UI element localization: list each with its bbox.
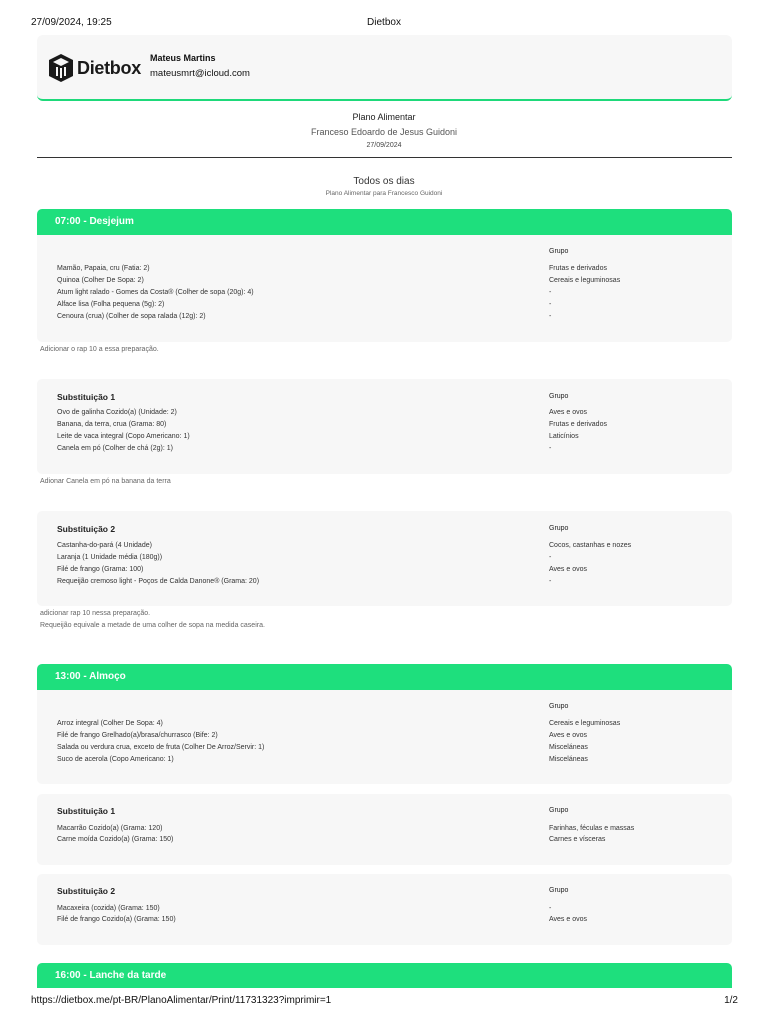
food-group: Farinhas, féculas e massas xyxy=(549,825,635,832)
food-item: Filé de frango Cozido(a) (Grama: 150) xyxy=(57,916,176,923)
profile-card xyxy=(37,35,732,101)
print-datetime: 27/09/2024, 19:25 xyxy=(31,17,112,28)
substitution-note: Adionar Canela em pó na banana da terra xyxy=(40,478,171,485)
food-item: Salada ou verdura crua, exceto de fruta (Colher De Arroz/Servir: 1) xyxy=(57,744,265,751)
substitution-card xyxy=(37,874,732,945)
substitution-title: Substituição 2 xyxy=(57,886,116,896)
food-item: Mamão, Papaia, cru (Fatia: 2) xyxy=(57,265,150,272)
divider xyxy=(37,157,732,158)
dietbox-logo-icon xyxy=(48,53,74,83)
food-item: Banana, da terra, crua (Grama: 80) xyxy=(57,421,167,428)
substitution-title: Substituição 1 xyxy=(57,806,116,816)
meal-header xyxy=(37,963,732,988)
food-item: Quinoa (Colher De Sopa: 2) xyxy=(57,277,144,284)
meal-note: Adicionar o rap 10 a essa preparação. xyxy=(40,346,159,353)
food-group: Aves e ovos xyxy=(549,566,588,573)
food-item: Leite de vaca integral (Copo Americano: 1) xyxy=(57,433,190,440)
food-group: Frutas e derivados xyxy=(549,265,607,272)
food-group: - xyxy=(549,445,552,452)
footer-url: https://dietbox.me/pt-BR/PlanoAlimentar/Print/11731323?imprimir=1 xyxy=(31,995,332,1006)
food-group: Aves e ovos xyxy=(549,916,588,923)
meal-title: 13:00 - Almoço xyxy=(55,671,126,682)
user-name: Mateus Martins xyxy=(150,53,216,63)
plan-date: 27/09/2024 xyxy=(366,142,402,149)
food-item: Arroz integral (Colher De Sopa: 4) xyxy=(57,720,163,727)
group-header: Grupo xyxy=(549,703,569,710)
substitution-card xyxy=(37,511,732,606)
food-item: Filé de frango Grelhado(a)/brasa/churrasco (Bife: 2) xyxy=(57,732,218,739)
group-header: Grupo xyxy=(549,393,569,400)
days-title: Todos os dias xyxy=(353,176,415,187)
days-subtitle: Plano Alimentar para Francesco Guidoni xyxy=(325,190,443,197)
substitution-note: Requeijão equivale a metade de uma colher de sopa na medida caseira. xyxy=(40,622,265,629)
food-group: - xyxy=(549,289,552,296)
meal-header xyxy=(37,664,732,690)
footer-page-number: 1/2 xyxy=(724,995,738,1006)
group-header: Grupo xyxy=(549,248,569,255)
food-item: Atum light ralado - Gomes da Costa® (Colher de sopa (20g): 4) xyxy=(57,289,254,296)
food-group: - xyxy=(549,905,552,912)
food-item: Carne moída Cozido(a) (Grama: 150) xyxy=(57,836,174,843)
plan-patient: Franceso Edoardo de Jesus Guidoni xyxy=(310,127,458,137)
user-email: mateusmrt@icloud.com xyxy=(150,68,250,79)
substitution-card xyxy=(37,794,732,865)
food-group: Carnes e vísceras xyxy=(549,836,606,843)
food-group: - xyxy=(549,313,552,320)
food-item: Cenoura (crua) (Colher de sopa ralada (12g): 2) xyxy=(57,313,206,320)
food-item: Requeijão cremoso light - Poços de Calda Danone® (Grama: 20) xyxy=(57,578,260,585)
food-group: Aves e ovos xyxy=(549,732,588,739)
group-header: Grupo xyxy=(549,887,569,894)
food-item: Laranja (1 Unidade média (180g)) xyxy=(57,554,163,561)
meal-header xyxy=(37,209,732,235)
dietbox-logo xyxy=(48,53,141,83)
logo-text: Dietbox xyxy=(77,57,141,78)
food-item: Macarrão Cozido(a) (Grama: 120) xyxy=(57,825,163,832)
food-item: Suco de acerola (Copo Americano: 1) xyxy=(57,756,174,763)
meal-main-card xyxy=(37,235,732,342)
group-header: Grupo xyxy=(549,807,569,814)
food-item: Filé de frango (Grama: 100) xyxy=(57,566,144,573)
food-item: Macaxeira (cozida) (Grama: 150) xyxy=(57,905,160,912)
food-group: Misceláneas xyxy=(549,756,588,763)
substitution-note: adicionar rap 10 nessa preparação. xyxy=(40,610,151,617)
food-group: Aves e ovos xyxy=(549,409,588,416)
print-header xyxy=(31,17,737,31)
meal-main-card xyxy=(37,690,732,784)
food-group: Cereais e leguminosas xyxy=(549,720,621,727)
food-group: Laticínios xyxy=(549,433,579,440)
meal-title: 07:00 - Desjejum xyxy=(55,216,134,227)
food-group: Misceláneas xyxy=(549,744,588,751)
substitution-card xyxy=(37,379,732,474)
food-group: - xyxy=(549,554,552,561)
food-item: Alface lisa (Folha pequena (5g): 2) xyxy=(57,301,165,308)
food-group: - xyxy=(549,578,552,585)
food-item: Castanha-do-pará (4 Unidade) xyxy=(57,542,152,549)
food-group: - xyxy=(549,301,552,308)
meal-title: 16:00 - Lanche da tarde xyxy=(55,970,167,981)
food-item: Ovo de galinha Cozido(a) (Unidade: 2) xyxy=(57,409,177,416)
substitution-title: Substituição 2 xyxy=(57,524,116,534)
substitution-title: Substituição 1 xyxy=(57,392,116,402)
print-title: Dietbox xyxy=(367,17,401,28)
plan-title: Plano Alimentar xyxy=(352,112,416,122)
group-header: Grupo xyxy=(549,525,569,532)
food-group: Cocos, castanhas e nozes xyxy=(549,542,632,549)
food-item: Canela em pó (Colher de chá (2g): 1) xyxy=(57,445,173,452)
food-group: Frutas e derivados xyxy=(549,421,607,428)
food-group: Cereais e leguminosas xyxy=(549,277,621,284)
